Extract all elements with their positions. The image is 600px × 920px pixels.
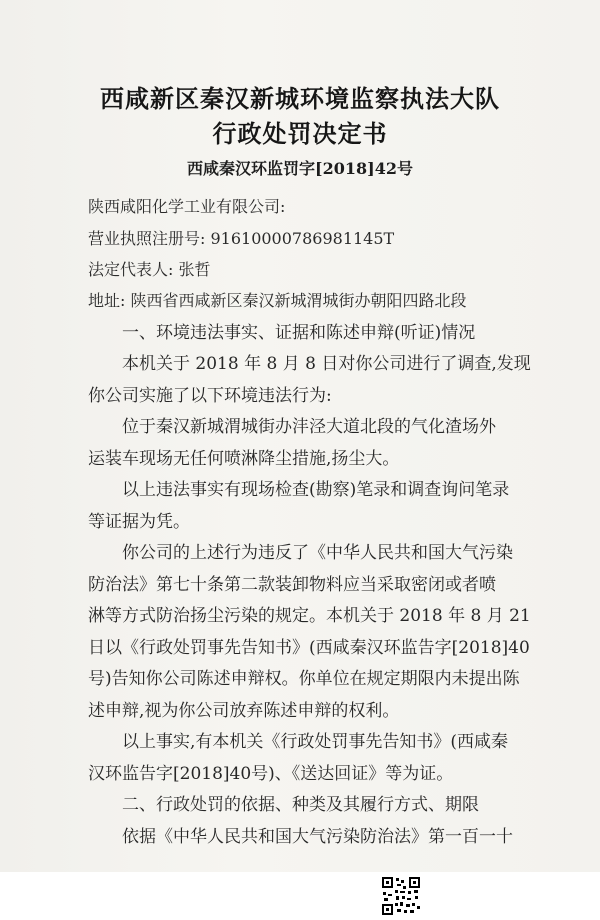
paragraph-line: 以上违法事实有现场检查(勘察)笔录和调查询问笔录 [122,480,510,500]
document-number: 西咸秦汉环监罚字[2018]42号 [187,159,413,178]
paragraph-line: 防治法》第七十条第二款装卸物料应当采取密闭或者喷 [88,575,496,595]
party-company: 陕西咸阳化学工业有限公司: [88,197,286,216]
footer-strip [0,872,600,920]
paragraph-line: 本机关于 2018 年 8 月 8 日对你公司进行了调查,发现 [122,354,531,374]
paragraph-line: 汉环监告字[2018]40号)、《送达回证》等为证。 [88,764,454,784]
party-license: 营业执照注册号: 91610000786981145T [88,229,395,248]
paragraph-line: 你公司的上述行为违反了《中华人民共和国大气污染 [122,543,513,563]
paragraph-line: 你公司实施了以下环境违法行为: [88,386,332,406]
paragraph-line: 述申辩,视为你公司放弃陈述申辩的权利。 [88,701,400,721]
paragraph-line: 淋等方式防治扬尘污染的规定。本机关于 2018 年 8 月 21 [88,606,531,626]
document-title-line1: 西咸新区秦汉新城环境监察执法大队 [100,84,500,113]
paragraph-line: 以上事实,有本机关《行政处罚事先告知书》(西咸秦 [122,732,509,752]
paragraph-line: 号)告知你公司陈述申辩权。你单位在规定期限内未提出陈 [88,669,520,689]
paragraph-line: 依据《中华人民共和国大气污染防治法》第一百一十 [122,827,513,847]
party-address: 地址: 陕西省西咸新区秦汉新城渭城街办朝阳四路北段 [88,291,467,310]
document-title-line2: 行政处罚决定书 [212,119,388,148]
paragraph-line: 日以《行政处罚事先告知书》(西咸秦汉环监告字[2018]40 [88,638,530,658]
paragraph-line: 运装车现场无任何喷淋降尘措施,扬尘大。 [88,449,400,469]
section-heading-1: 一、环境违法事实、证据和陈述申辩(听证)情况 [122,323,476,343]
paragraph-line: 等证据为凭。 [88,512,190,532]
paragraph-line: 位于秦汉新城渭城街办沣泾大道北段的气化渣场外 [122,417,496,437]
section-heading-2: 二、行政处罚的依据、种类及其履行方式、期限 [122,795,479,815]
qr-code-icon [381,876,421,916]
party-legal-representative: 法定代表人: 张哲 [88,260,211,279]
